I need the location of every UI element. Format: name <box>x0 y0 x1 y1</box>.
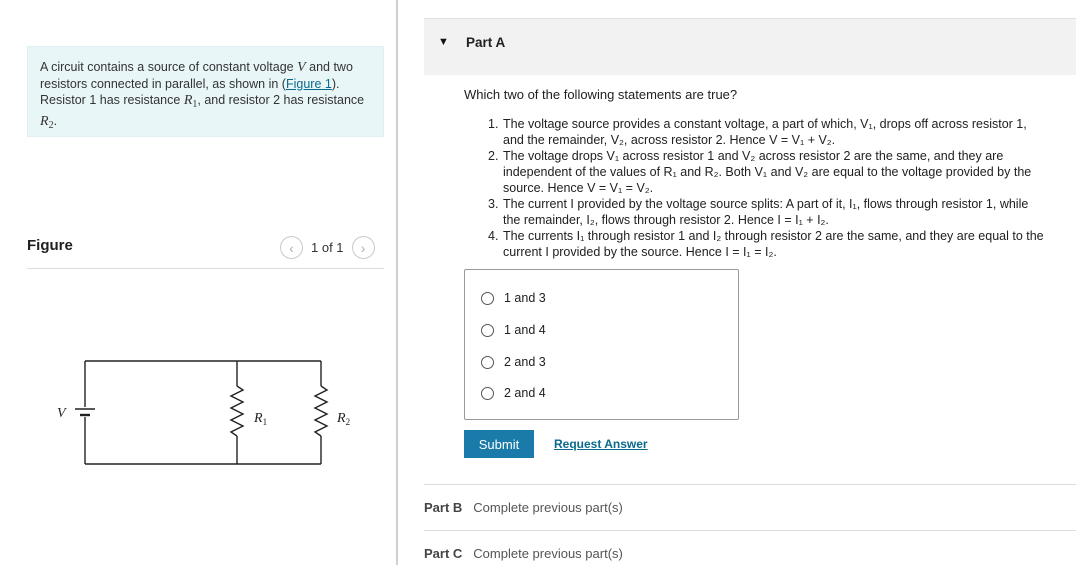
request-answer-link[interactable]: Request Answer <box>554 437 648 451</box>
figure-pager <box>280 236 375 259</box>
figure-title: Figure <box>27 237 73 254</box>
statement-list <box>488 116 1048 260</box>
part-divider <box>424 484 1076 485</box>
radio-button[interactable] <box>481 387 494 400</box>
figure-1-link[interactable]: Figure 1 <box>285 77 332 91</box>
choice-1-and-3[interactable]: 1 and 3 <box>481 291 546 305</box>
part-c-status: Complete previous part(s) <box>473 546 623 561</box>
part-a-header[interactable] <box>424 18 1076 75</box>
part-a-title: Part A <box>466 35 506 50</box>
intro-text-5: . <box>53 114 58 128</box>
intro-text-1: A circuit contains a source of constant voltage <box>40 60 298 74</box>
choice-2-and-3[interactable]: 2 and 3 <box>481 355 546 369</box>
answer-choices <box>464 269 739 420</box>
part-c-row[interactable] <box>424 546 623 561</box>
statement-3: 3. The current I provided by the voltage source splits: A part of it, I₁, flows through resistor 1, while the remainder, I₂, flows through resistor 2. Hence I = I₁ + I₂. <box>488 197 1029 227</box>
intro-text-3: ). Resistor 1 has resistance <box>40 77 340 107</box>
statement-1: 1. The voltage source provides a constant voltage, a part of which, V₁, drops off across resistor 1, and the remainder, V₂, across resistor 2. Hence V = V₁ + V₂. <box>488 117 1027 147</box>
intro-math-R2: $R_2$ <box>40 114 54 131</box>
part-b-status: Complete previous part(s) <box>473 500 623 515</box>
part-b-title: Part B <box>424 500 463 515</box>
pager-count: 1 of 1 <box>311 240 344 255</box>
intro-text-4: , and resistor 2 has resistance <box>197 93 365 107</box>
chevron-left-icon[interactable]: ‹ <box>280 236 303 259</box>
part-divider <box>424 530 1076 531</box>
intro-math-V: V <box>297 60 306 75</box>
radio-button[interactable] <box>481 324 494 337</box>
figure-panel-edge <box>383 228 397 565</box>
statement-2: 2. The voltage drops V₁ across resistor 1 and V₂ across resistor 2 are the same, and they are independent of the values of R₁ and R₂. Both V₁ and V₂ are equal to the voltage provided by the source. Hence V = V₁ = V₂. <box>488 149 1032 195</box>
figure-divider <box>27 268 384 269</box>
part-b-row[interactable] <box>424 500 623 515</box>
intro-math-R1: $R_1$ <box>183 93 198 110</box>
statement-4: 4. The currents I₁ through resistor 1 and I₂ through resistor 2 are the same, and they are equal to the current I provided by the source. Hence I = I₁ = I₂. <box>488 229 1044 259</box>
radio-button[interactable] <box>481 356 494 369</box>
question-text: Which two of the following statements are true? <box>464 87 738 102</box>
label-V: V <box>57 406 66 421</box>
caret-down-icon[interactable]: ▼ <box>438 36 449 48</box>
choice-2-and-4[interactable]: 2 and 4 <box>481 386 546 400</box>
intro-text-box <box>27 46 384 137</box>
choice-1-and-4[interactable]: 1 and 4 <box>481 323 546 337</box>
circuit-diagram <box>50 350 370 475</box>
part-c-title: Part C <box>424 546 463 561</box>
intro-text-2: and two resistors connected in parallel, as shown in ( <box>40 60 353 91</box>
label-R2: $R_2$ <box>337 411 351 427</box>
label-R1: $R_1$ <box>254 411 268 427</box>
chevron-right-icon[interactable]: › <box>352 236 375 259</box>
radio-button[interactable] <box>481 292 494 305</box>
pane-divider[interactable] <box>396 0 398 565</box>
submit-button[interactable]: Submit <box>464 430 534 458</box>
